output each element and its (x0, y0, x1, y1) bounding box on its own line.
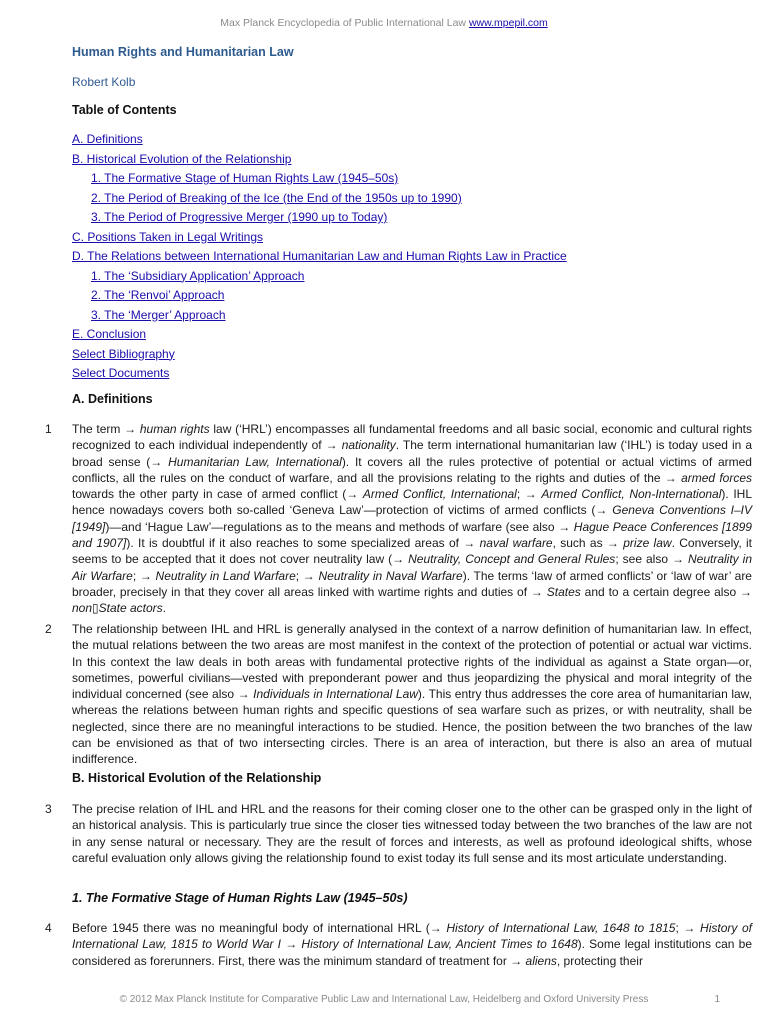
paragraph-number: 1 (45, 422, 52, 436)
subsection-heading-b1: 1. The Formative Stage of Human Rights Law (1945–50s) (72, 891, 408, 905)
paragraph-number: 4 (45, 921, 52, 935)
paragraph-text: The relationship between IHL and HRL is generally analysed in the context of a narrow definition of humanitarian law. In effect, the mutual relations between the two areas are most manifest in the context of the protection of potential or actual war victims. In this context the law deals in both areas with fundamental protective rights of the individual as against a State organ—or, sometimes, powerful civilians—vested with preponderant power and thus jeopardizing the physical and moral integrity of the individual concerned (see also → Individuals in International Law). This entry thus addresses the core area of humanitarian law, whereas the relations between human rights and specific questions of sea warfare such as prizes, or with neutrality, shall be neglected, since there are no meaningful interactions to be studied. Hence, the position between the two branches of the law can be envisioned as that of two intersecting circles. There is an area of interaction, but there is also an area of mutual indifference. (72, 622, 752, 767)
toc-heading: Table of Contents (72, 103, 177, 117)
page-number: 1 (714, 994, 720, 1005)
paragraph-number: 3 (45, 802, 52, 816)
toc-item (72, 228, 732, 248)
toc-link[interactable]: 3. The Period of Progressive Merger (1990 up to Today) (91, 210, 388, 224)
toc-item (72, 364, 732, 384)
paragraph-text: Before 1945 there was no meaningful body of international HRL (→ History of International Law, 1648 to 1815; → History of International Law, 1815 to World War I → History of International Law, Ancient Times to 1648). Some legal institutions can be considered as forerunners. First, there was the minimum standard of treatment for → aliens, protecting their (72, 921, 753, 968)
paragraph-number: 2 (45, 622, 52, 636)
article-title: Human Rights and Humanitarian Law (72, 45, 294, 59)
paragraph-text: The precise relation of IHL and HRL and the reasons for their coming closer one to the other can be grasped only in the light of an historical analysis. This is particularly true since the closer ties witnessed today between the two branches of the law are not in any sense natural or necessary. They are the result of forces and interests, as well as profound ideological shifts, whose careful evaluation only allows giving the relationship found to exist today its full sense and its most articulate understanding. (72, 802, 752, 865)
footer-copyright: © 2012 Max Planck Institute for Comparative Public Law and International Law, Heidelberg and Oxford University Press (119, 994, 649, 1005)
toc-link[interactable]: 2. The ‘Renvoi’ Approach (91, 288, 225, 302)
toc-item (72, 325, 732, 345)
toc-item (72, 208, 732, 228)
toc-link[interactable]: 2. The Period of Breaking of the Ice (the End of the 1950s up to 1990) (91, 190, 462, 205)
toc-item (72, 169, 732, 189)
section-heading-a: A. Definitions (72, 392, 153, 406)
toc-link[interactable]: Select Bibliography (72, 346, 175, 361)
toc-item (72, 150, 732, 170)
toc-item (72, 306, 732, 326)
toc-item (72, 247, 732, 267)
article-author: Robert Kolb (72, 75, 136, 89)
header-link[interactable]: www.mpepil.com (468, 17, 548, 29)
section-heading-b: B. Historical Evolution of the Relationship (72, 771, 322, 785)
header-text: Max Planck Encyclopedia of Public International Law (220, 17, 467, 29)
toc-link[interactable]: Select Documents (72, 366, 170, 380)
toc-link[interactable]: 1. The ‘Subsidiary Application’ Approach (91, 268, 305, 283)
toc-link[interactable]: A. Definitions (72, 132, 143, 146)
toc-link[interactable]: 1. The Formative Stage of Human Rights Law (1945–50s) (91, 171, 399, 185)
page-header (0, 17, 768, 29)
toc-item (72, 189, 732, 209)
toc-item (72, 130, 732, 150)
table-of-contents (72, 130, 732, 384)
toc-link[interactable]: D. The Relations between International Humanitarian Law and Human Rights Law in Practice (72, 249, 567, 263)
toc-item (72, 345, 732, 365)
toc-link[interactable]: 3. The ‘Merger’ Approach (91, 307, 226, 322)
toc-link[interactable]: E. Conclusion (72, 327, 147, 341)
toc-link[interactable]: B. Historical Evolution of the Relationship (72, 151, 292, 166)
toc-item (72, 267, 732, 287)
toc-link[interactable]: C. Positions Taken in Legal Writings (72, 229, 263, 244)
paragraph-text: The term → human rights law (‘HRL’) encompasses all fundamental freedoms and all basic social, economic and cultural rights recognized to each individual independently of → nationality. The term international humanitarian law (‘IHL’) is today used in a broad sense (→ Humanitarian Law, International). It covers all the rules protective of potential or actual victims of armed conflicts, all the rules on the conduct of warfare, and all the provisions relating to the rights and duties of the → armed forces towards the other party in case of armed conflict (→ Armed Conflict, International; → Armed Conflict, Non-International). IHL hence nowadays covers both so-called ‘Geneva Law’—protection of victims of armed conflicts (→ Geneva Conventions I–IV [1949])—and ‘Hague Law’—regulations as to the means and methods of warfare (see also → Hague Peace Conferences [1899 and 1907]). It is doubtful if it also reaches to some specialized areas of → naval warfare, such as → prize law. Conversely, it seems to be accepted that it does not cover neutrality law (→ Neutrality, Concept and General Rules; see also → Neutrality in Air Warfare; → Neutrality in Land Warfare; → Neutrality in Naval Warfare). The terms ‘law of armed conflicts’ or ‘law of war’ are broader, precisely in that they cover all areas linked with wartime rights and duties of → States and to a certain degree also → non▯State actors. (72, 422, 753, 616)
toc-item (72, 286, 732, 306)
